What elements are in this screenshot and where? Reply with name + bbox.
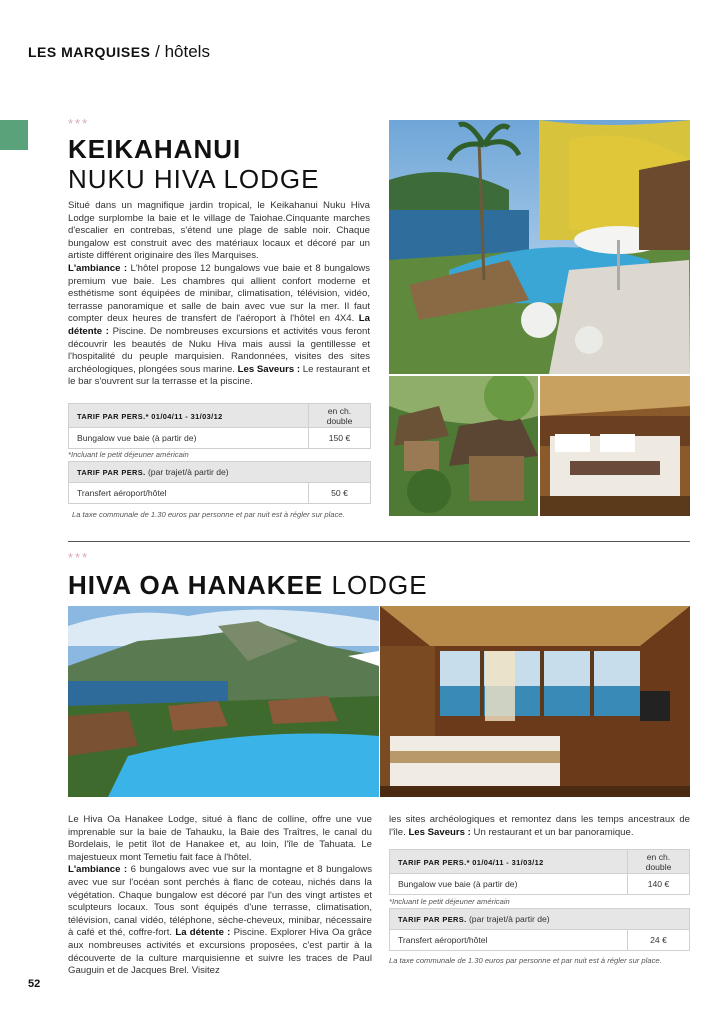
hotel1-room-label: Bungalow vue baie (à partir de) [69,428,309,449]
hotel1-transfer-table [68,461,371,504]
hotel2-tax-note: La taxe communale de 1.30 euros par personne et par nuit est à régler sur place. [389,956,662,965]
hotel1-tarif-header-right: en ch. double [309,404,371,428]
hotel2-room-photo [380,606,690,797]
hotel2-intro: Le Hiva Oa Hanakee Lodge, situé à flanc de colline, offre une vue imprenable sur la baie de Tahauku, la Baie des Traîtres, le canal du Bordelais, le petit îlot de Hanakee et, au loin, l'île de Tahuata. Le majestueux mont Temetiu fait face à l'hôtel. [68,814,372,863]
hotel2-transfer-header: TARIF PAR PERS. (par trajet/à partir de) [390,909,690,930]
hotel2-description-col2 [389,814,690,839]
hotel1-saveurs-label: Les Saveurs : [237,363,301,375]
hotel2-breakfast-note: *Incluant le petit déjeuner américain [389,897,510,906]
hotel1-transfer-price: 50 € [309,483,371,504]
hotel2-tarif-header-right: en ch. double [628,850,690,874]
hotel1-detente-label: La détente : [68,313,370,337]
hotel2-ambiance-text: 6 bungalows avec vue sur la montagne et 8 bungalows avec vue sur l'océan sont perchés à flanc de coteau, nichés dans la végétation. Chaque bungalow est décoré par l'un des vingt artistes et sculpteurs locaux. Tous sont équipés d'une terrasse, climatisation, télévision, canal vidéo, téléphone, sèche-cheveux, minibar, nécessaire à café et thé, coffre-fort. [68,864,372,939]
hotel1-room-photo [540,376,690,516]
section-color-tab [0,120,28,150]
hotel2-saveurs-label: Les Saveurs : [408,826,471,838]
page-header [28,42,210,62]
hotel1-title [68,134,319,194]
hotel1-ambiance-text: L'hôtel propose 12 bungalows vue baie et 8 bungalows premium vue baie. Les chambres qui allient confort moderne et esthétisme sont équipées de minibar, climatisation, télévision, vidéo, terrasse panoramique et salle de bain avec vue sur la mer. Il faut compter deux heures de transfert de l'aéroport à l'hôtel en 4X4. [68,262,371,325]
hotel2-title-bold: HIVA OA HANAKEE [68,570,324,600]
hotel2-description [68,814,372,978]
hotel1-title-light: NUKU HIVA LODGE [68,164,320,194]
hotel2-detente-text: Piscine. Explorer Hiva Oa grâce aux nombreuses activités et excursions proposées, c'est partir à la découverte de la culture marquisienne et suivre les traces de Paul Gauguin et de Jacques Brel. Visitez [68,927,373,977]
hotel2-title-light: LODGE [323,570,428,600]
hotel1-breakfast-note: *Incluant le petit déjeuner américain [68,450,189,459]
hotel2-detente-label: La détente : [175,927,231,939]
hotel1-tax-note: La taxe communale de 1.30 euros par personne et par nuit est à régler sur place. [72,510,345,519]
hotel1-transfer-header: TARIF PAR PERS. (par trajet/à partir de) [69,462,371,483]
hotel1-bungalow-photo [389,376,538,516]
hotel2-transfer-table [389,908,690,951]
subsection-title: / hôtels [155,42,210,61]
hotel2-title [68,570,428,600]
hotel1-room-price: 150 € [309,428,371,449]
section-divider [68,541,690,542]
hotel1-transfer-label: Transfert aéroport/hôtel [69,483,309,504]
hotel2-saveurs-text: Un restaurant et un bar panoramique. [470,826,634,838]
hotel1-stars: *** [68,116,90,131]
hotel1-title-bold: KEIKAHANUI [68,134,242,164]
hotel2-tarif-table [389,849,690,895]
hotel2-room-label: Bungalow vue baie (à partir de) [390,874,628,895]
hotel1-tarif-header: TARIF PAR PERS.* 01/04/11 - 31/03/12 [69,404,309,428]
hotel2-tarif-header: TARIF PAR PERS.* 01/04/11 - 31/03/12 [390,850,628,874]
hotel1-saveurs-text: Le restaurant et le bar s'ouvrent sur la terrasse et la piscine. [68,363,370,388]
hotel2-transfer-label: Transfert aéroport/hôtel [390,930,628,951]
hotel1-pool-photo [389,120,690,374]
hotel2-pool-photo [68,606,379,797]
hotel1-ambiance-label: L'ambiance : [68,262,128,274]
hotel2-ambiance-label: L'ambiance : [68,864,128,876]
hotel2-room-price: 140 € [628,874,690,895]
hotel2-transfer-price: 24 € [628,930,690,951]
section-title: LES MARQUISES [28,44,151,60]
hotel1-description [68,200,370,389]
page-number: 52 [28,978,41,990]
hotel1-tarif-table [68,403,371,449]
hotel1-intro: Situé dans un magnifique jardin tropical, le Keikahanui Nuku Hiva Lodge surplombe la baie et le village de Taiohae.Cinquante marches d'escalier en contrebas, s'étend une plage de sable noir. Chaque bungalow est construit avec des matériaux locaux et décoré par un artiste différent originaire des îles Marquises. [68,200,370,262]
hotel2-col2-text: les sites archéologiques et remontez dans les temps ancestraux de l'île. [389,814,690,838]
hotel1-detente-text: Piscine. De nombreuses excursions et activités vous feront découvrir les beautés de Nuku Hiva mais aussi la gentillesse et l'hospitalité du peuple marquisien. Randonnées, visites des sites archéologiques, plongées sous marine. [68,325,370,375]
hotel2-stars: *** [68,550,90,565]
